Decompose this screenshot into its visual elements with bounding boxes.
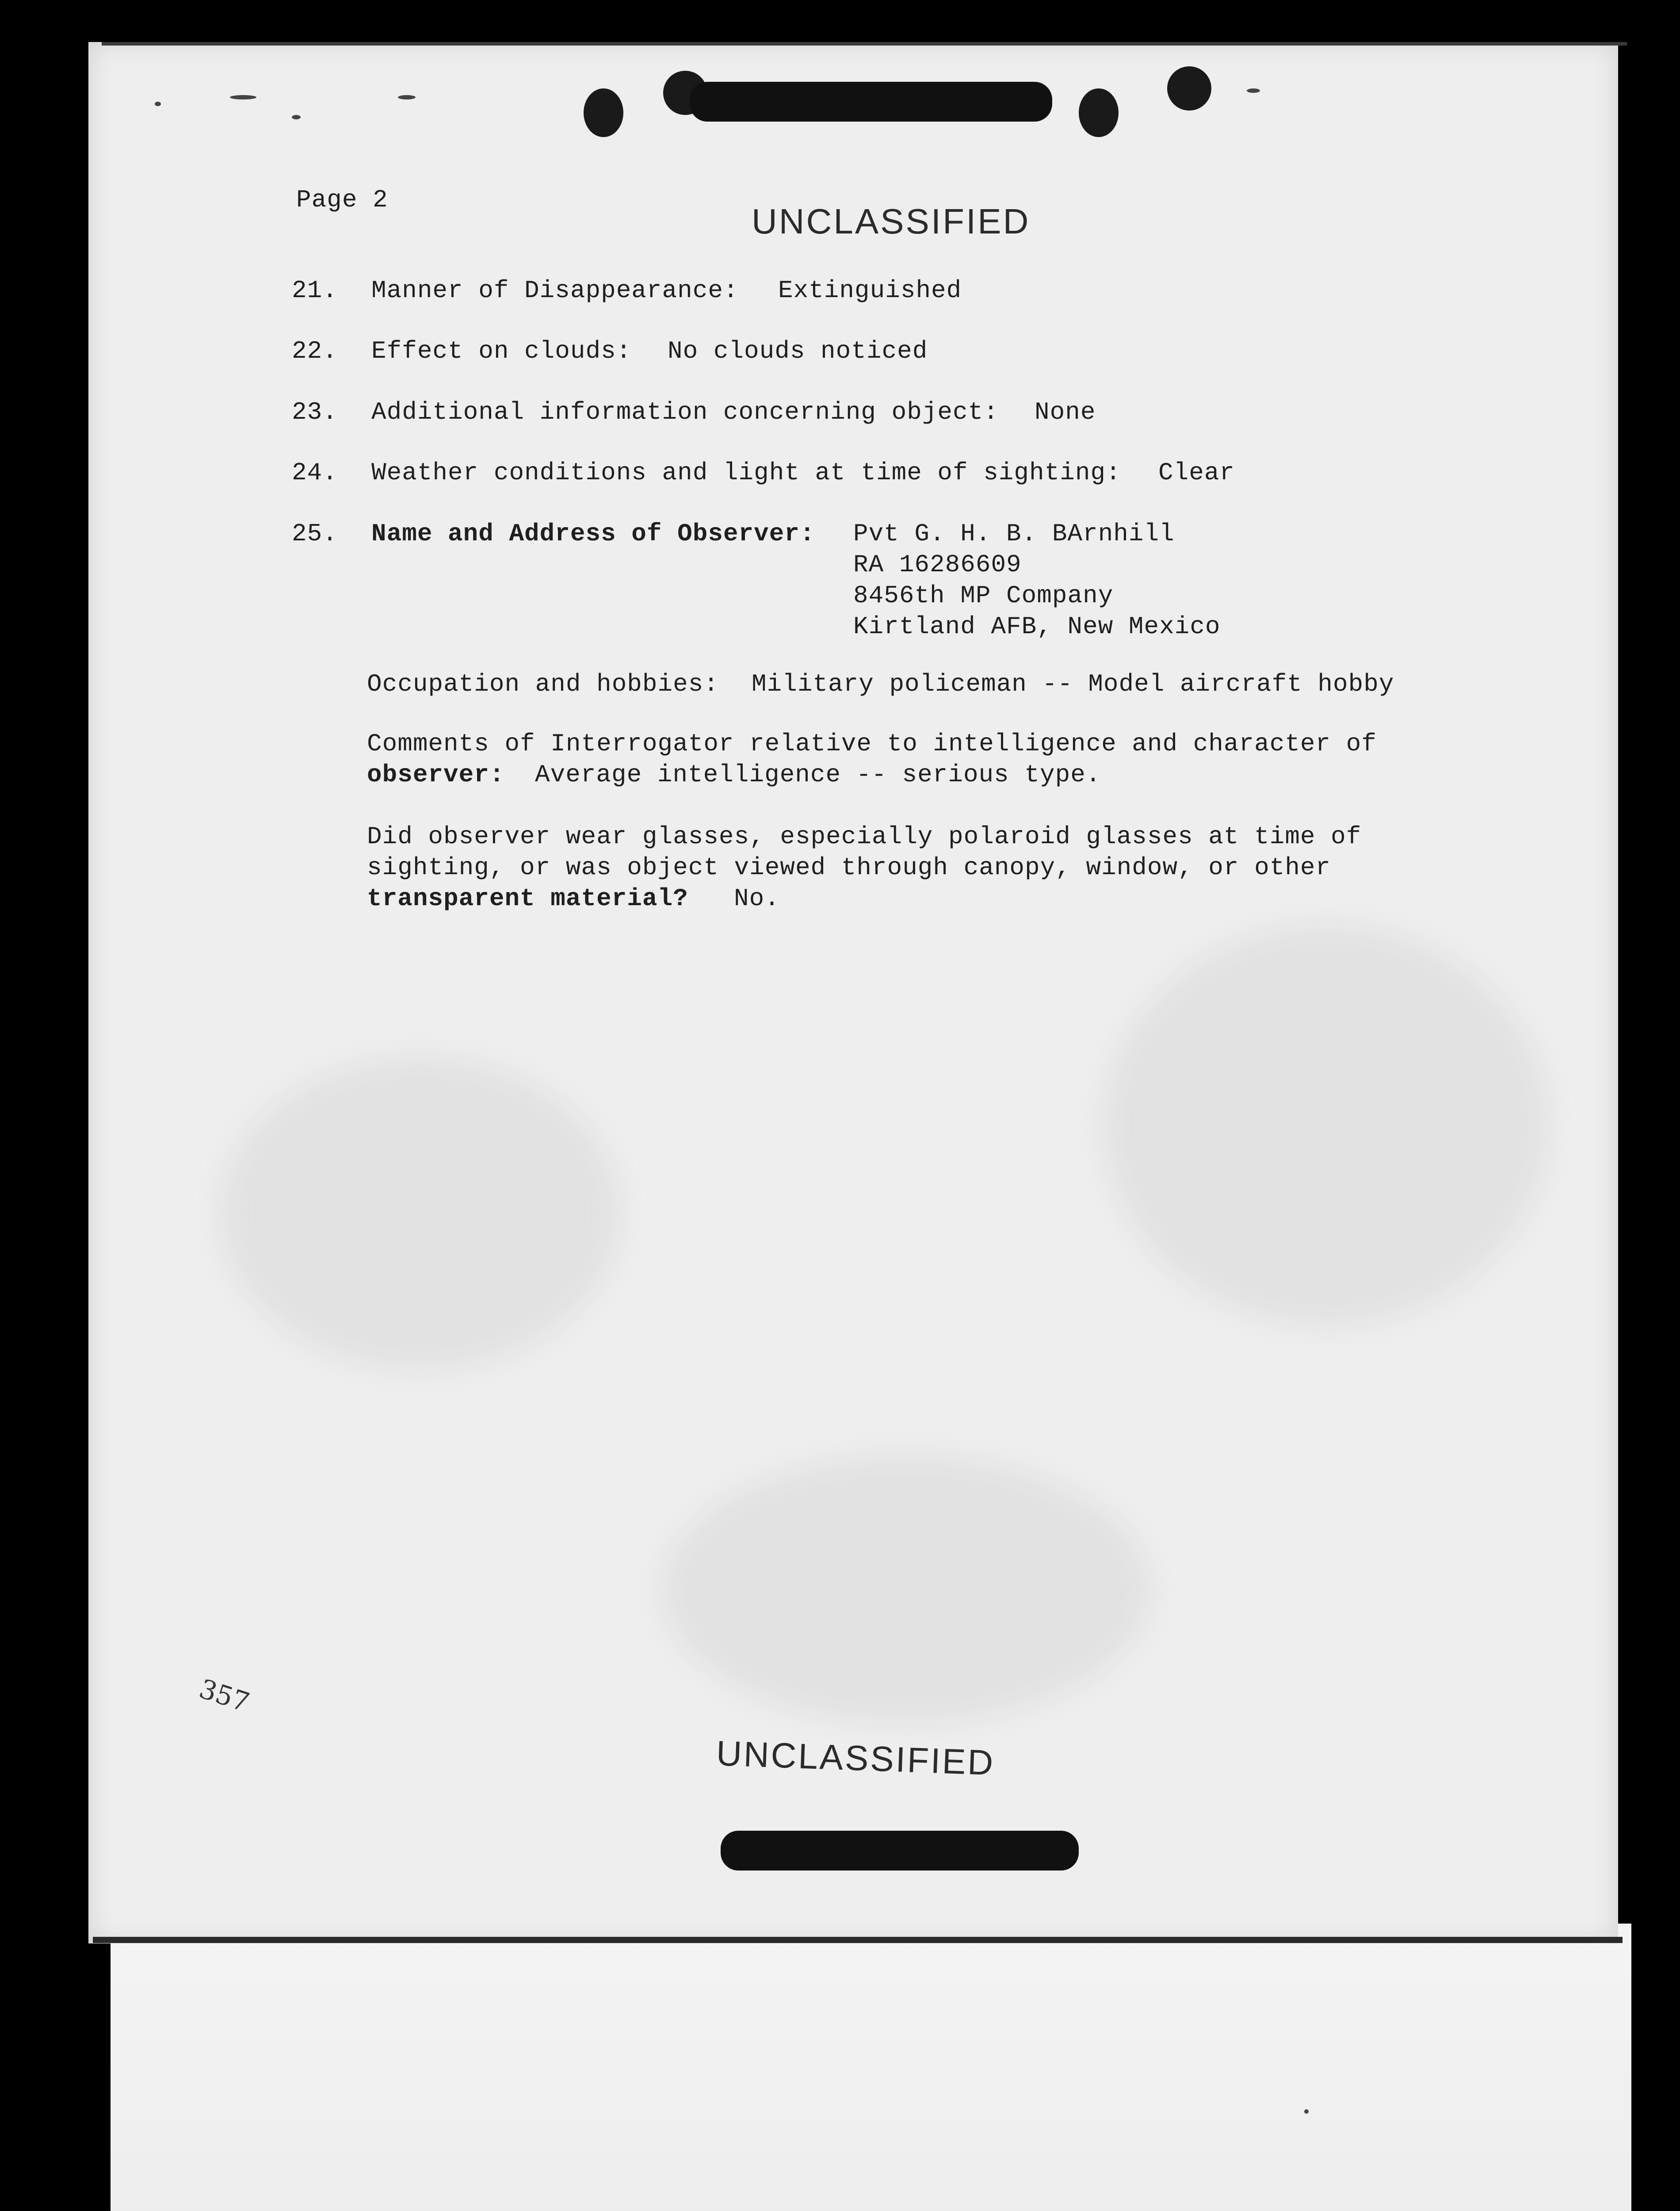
item-number: 21. [292,276,338,305]
item-number: 23. [292,398,338,426]
item-label: Manner of Disappearance: [371,276,739,305]
speck [1304,2109,1309,2114]
observer-label: Name and Address of Observer: [371,520,815,548]
comments-value: Average intelligence -- serious type. [535,761,1101,789]
item-label: Effect on clouds: [371,337,632,365]
item-value: Clear [1158,459,1235,487]
observer-line: 8456th MP Company [853,581,1114,610]
item-value: No clouds noticed [668,337,928,365]
glasses-label: transparent material? [367,884,688,913]
classification-stamp-top: UNCLASSIFIED [752,202,1031,241]
observer-line: RA 16286609 [853,551,1022,579]
glasses-line: Did observer wear glasses, especially polaroid glasses at time of [367,822,1362,851]
comments-label: observer: [367,761,505,789]
smudge [221,1059,619,1369]
classification-stamp-bottom: UNCLASSIFIED [715,1733,996,1783]
punch-hole-mark [1079,88,1119,137]
speck [292,115,301,119]
observer-line: Pvt G. H. B. BArnhill [853,520,1175,548]
punch-hole-mark [1167,66,1211,111]
comments-line: Comments of Interrogator relative to intelligence and character of [367,730,1377,758]
underlying-paper [111,1924,1631,2211]
smudge [1105,926,1547,1324]
item-number: 24. [292,459,338,487]
occupation-value: Military policeman -- Model aircraft hobby [752,670,1394,698]
speck [398,95,416,99]
speck [230,95,256,99]
page-label: Page 2 [296,186,388,214]
item-label: Weather conditions and light at time of sighting: [371,459,1121,487]
speck [1247,88,1260,93]
speck [155,102,161,106]
glasses-value: No. [734,884,780,913]
item-number: 25. [292,520,338,548]
observer-line: Kirtland AFB, New Mexico [853,612,1221,641]
document-sheet [88,42,1618,1943]
sheet-bottom-edge [93,1937,1623,1943]
item-number: 22. [292,337,338,365]
item-value: Extinguished [778,276,962,305]
item-label: Additional information concerning object: [371,398,999,426]
item-value: None [1035,398,1096,426]
sheet-top-edge [102,42,1627,46]
redaction-bar-top [690,82,1052,122]
occupation-label: Occupation and hobbies: [367,670,719,698]
glasses-line: sighting, or was object viewed through canopy, window, or other [367,853,1331,882]
redaction-bar-bottom [721,1831,1079,1871]
smudge [663,1457,1149,1722]
margin-handwritten-note: 357 [195,1673,253,1718]
punch-hole-mark [584,88,623,137]
